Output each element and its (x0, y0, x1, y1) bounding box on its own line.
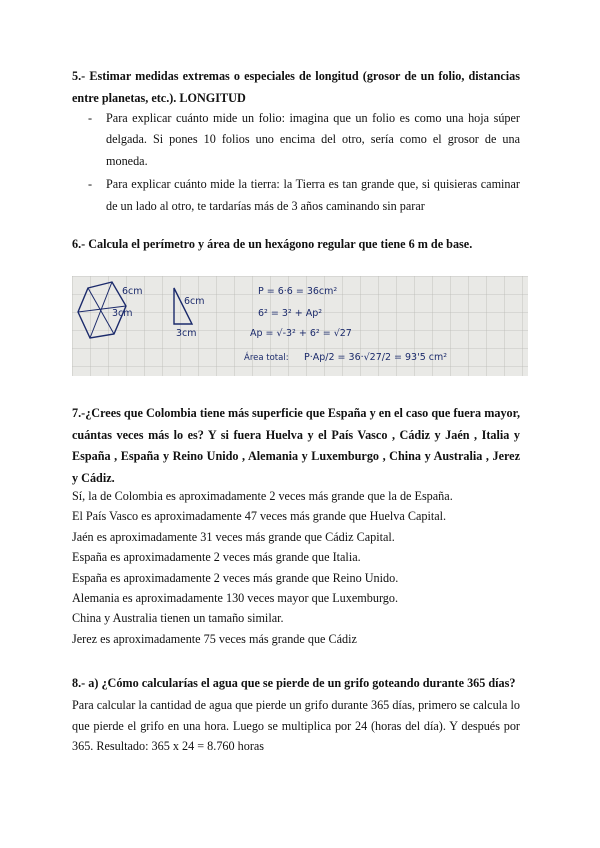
total-area-calc: P·Ap/2 = 36·√27/2 = 93'5 cm² (304, 352, 448, 363)
bullet-text: Para explicar cuánto mide la tierra: la Tierra es tan grande que, si quisieras caminar de un lado al otro, te tardarías más de 3 años caminando sin parar (106, 177, 520, 213)
question-8-title: 8.- a) ¿Cómo calcularías el agua que se pierde de un grifo goteando durante 365 días? (72, 676, 516, 690)
question-7-title: 7.-¿Crees que Colombia tiene más superficie que España y en el caso que fuera mayor, cuántas veces más lo es? Y si fuera Huelva y el País Vasco , Cádiz y Jaén , Italia y España , España y Reino Unido , Alemania y Luxemburgo , China y Australia , Jerez y Cádiz. (72, 406, 520, 485)
apothem-calc: Ap = √-3² + 6² = √27 (250, 328, 352, 339)
pythagoras-calc: 6² = 3² + Ap² (258, 308, 323, 319)
answer-line: España es aproximadamente 2 veces más grande que Italia. (72, 550, 361, 565)
question-8-answer: Para calcular la cantidad de agua que pierde un grifo durante 365 días, primero se calcula lo que pierde el grifo en una hora. Luego se multiplica por 24 (horas del día). Y después por 365. Resultado: 365 x 24 = 8.760 horas (72, 698, 520, 754)
handwritten-solution-photo (72, 276, 528, 376)
answer-line: China y Australia tienen un tamaño similar. (72, 611, 284, 626)
answer-line: Sí, la de Colombia es aproximadamente 2 veces más grande que la de España. (72, 489, 453, 503)
hexagon-side-label: 6cm (122, 286, 143, 297)
list-item: - Para explicar cuánto mide un folio: imagina que un folio es como una hoja súper delgada. Si pones 10 folios uno encima del otro, sería como el grosor de una moneda. (88, 111, 520, 168)
total-area-label: Área total: (244, 353, 289, 363)
bullet-text: Para explicar cuánto mide un folio: imagina que un folio es como una hoja súper delgada. Si pones 10 folios uno encima del otro, sería como el grosor de una moneda. (106, 111, 520, 168)
answer-line: Jaén es aproximadamente 31 veces más grande que Cádiz Capital. (72, 529, 395, 544)
answer-line: Alemania es aproximadamente 130 veces mayor que Luxemburgo. (72, 591, 399, 606)
answer-line: El País Vasco es aproximadamente 47 veces más grande que Huelva Capital. (72, 509, 447, 524)
answer-line: Jerez es aproximadamente 75 veces más grande que Cádiz (72, 631, 357, 646)
triangle-height-label: 6cm (184, 296, 205, 307)
list-item: - Para explicar cuánto mide la tierra: la Tierra es tan grande que, si quisieras caminar de un lado al otro, te tardarías más de 3 años caminando sin parar (88, 177, 520, 213)
question-7-answers (72, 486, 522, 649)
triangle-base-label: 3cm (176, 328, 197, 339)
answer-line: España es aproximadamente 2 veces más grande que Reino Unido. (72, 570, 399, 585)
question-5-title: 5.- Estimar medidas extremas o especiales de longitud (grosor de un folio, distancias entre planetas, etc.). LONGITUD (72, 69, 520, 105)
hexagon-apothem-label: 3cm (112, 308, 133, 319)
question-6-title: 6.- Calcula el perímetro y área de un hexágono regular que tiene 6 m de base. (72, 237, 473, 251)
perimeter-calc: P = 6·6 = 36cm² (258, 286, 338, 297)
question-5-answer-list (88, 108, 520, 219)
